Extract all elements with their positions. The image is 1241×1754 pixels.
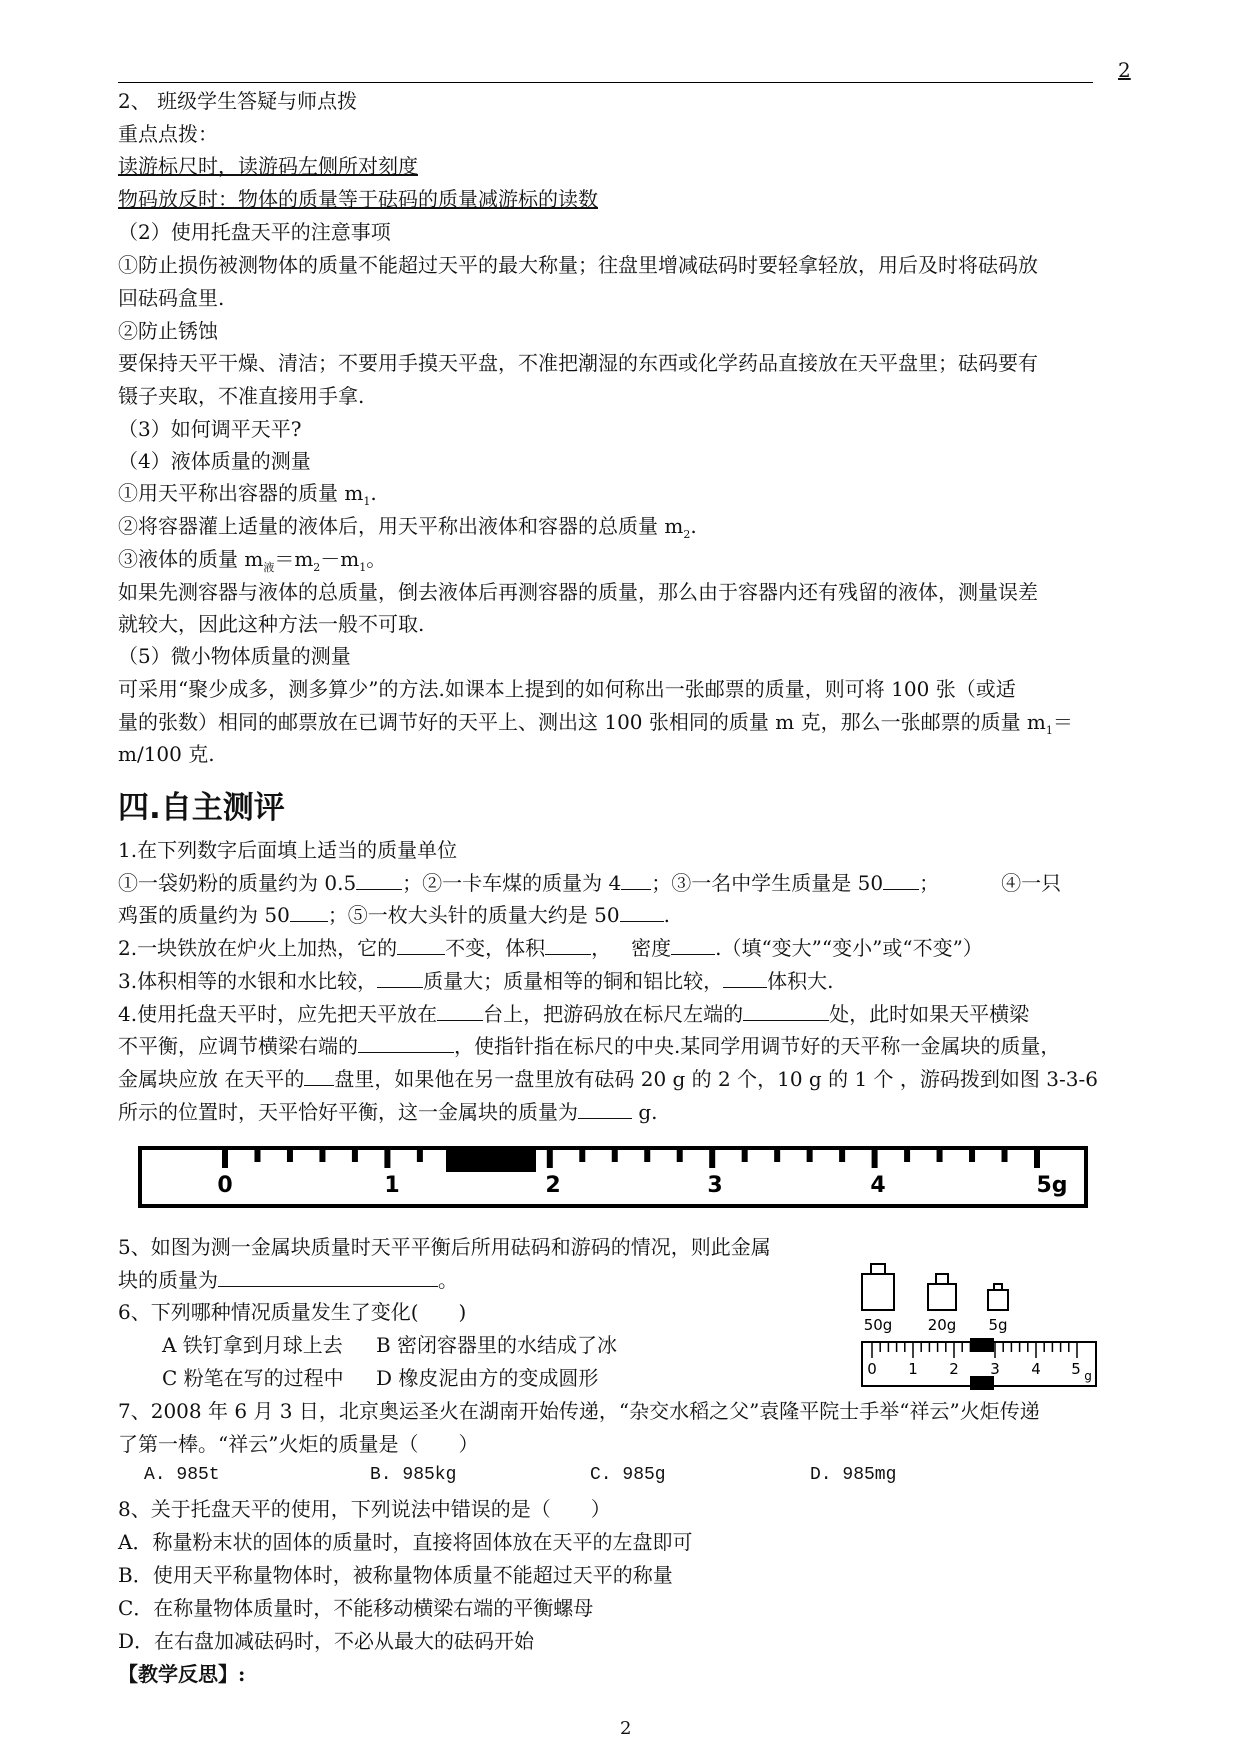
scale-tick: [222, 1150, 228, 1168]
text-line: （4）液体质量的测量: [118, 449, 311, 473]
text-line: 可采用“聚少成多，测多算少”的方法.如课本上提到的如何称出一张邮票的质量，则可将 100 张（或适: [118, 677, 1016, 701]
scale-tick: [352, 1150, 358, 1162]
option-C: C．在称量物体质量时，不能移动横梁右端的平衡螺母: [118, 1596, 594, 1620]
answer-blank[interactable]: [304, 1065, 334, 1086]
text-line: 读游标尺时，读游码左侧所对刻度: [118, 154, 418, 178]
answer-blank[interactable]: [356, 869, 402, 890]
option-A: A 铁钉拿到月球上去: [162, 1333, 343, 1357]
text-line: m/100 克.: [118, 742, 215, 766]
scale-tick: [774, 1150, 780, 1162]
text-line: ②将容器灌上适量的液体后，用天平称出液体和容器的总质量 $m_2$.: [118, 514, 697, 541]
question-3: 3.体积相等的水银和水比较， 质量大；质量相等的铜和铝比较， 体积大.: [118, 969, 834, 993]
scale-label: 3: [707, 1173, 723, 1198]
scale-tick: [709, 1150, 715, 1168]
text-line: ③液体的质量 $m_液=m_2-m_1$。: [118, 547, 387, 574]
text-line: 重点点拨：: [118, 122, 218, 146]
scale-label: 5g: [1036, 1173, 1068, 1198]
answer-blank[interactable]: [437, 1000, 483, 1021]
answer-blank[interactable]: [883, 869, 919, 890]
option-A: A. 985t: [144, 1465, 220, 1485]
option-B: B．使用天平称量物体时，被称量物体质量不能超过天平的称量: [118, 1563, 673, 1587]
scale-label: 2: [545, 1173, 561, 1198]
small-scale-label: 0: [867, 1360, 877, 1378]
question-4-line-1: 4.使用托盘天平时，应先把天平放在 台上，把游码放在标尺左端的 处，此时如果天平横梁: [118, 1002, 1030, 1026]
scale-tick: [384, 1150, 390, 1168]
scale-label: 1: [384, 1173, 400, 1198]
question-5-line-1: 5、如图为测一金属块质量时天平平衡后所用砝码和游码的情况，则此金属: [118, 1235, 771, 1259]
scale-label: 0: [217, 1173, 233, 1198]
option-B: B 密闭容器里的水结成了冰: [376, 1333, 618, 1357]
scale-tick: [644, 1150, 650, 1162]
question-4-line-4: 所示的位置时，天平恰好平衡，这一金属块的质量为 g.: [118, 1100, 658, 1124]
answer-blank[interactable]: [218, 1266, 438, 1287]
answer-blank[interactable]: [743, 1000, 829, 1021]
option-D: D．在右盘加减砝码时，不必从最大的砝码开始: [118, 1629, 535, 1653]
scale-tick: [904, 1150, 910, 1162]
answer-blank[interactable]: [545, 934, 591, 955]
text-line: （3）如何调平天平?: [118, 417, 302, 441]
option-C: C. 985g: [590, 1465, 666, 1485]
question-8-stem: 8、关于托盘天平的使用，下列说法中错误的是（ ）: [118, 1497, 611, 1521]
question-1-line-1: ①一袋奶粉的质量约为 0.5 ；②一卡车煤的质量为 4 ；③一名中学生质量是 50 ； ④一只: [118, 871, 1062, 895]
option-A: A．称量粉末状的固体的质量时，直接将固体放在天平的左盘即可: [118, 1530, 693, 1554]
rider-scale-figure: [138, 1146, 1090, 1210]
scale-tick: [872, 1150, 878, 1168]
small-scale-label: 2: [949, 1360, 959, 1378]
scale-tick: [254, 1150, 260, 1162]
answer-blank[interactable]: [621, 869, 651, 890]
text-line: ①用天平称出容器的质量 $m_1$.: [118, 481, 377, 508]
weight-5g: [988, 1284, 1008, 1310]
scale-tick: [677, 1150, 683, 1162]
small-scale-unit: g: [1084, 1369, 1092, 1383]
answer-blank[interactable]: [397, 934, 445, 955]
text-line: 就较大，因此这种方法一般不可取.: [118, 612, 425, 636]
rider-marker: [446, 1150, 536, 1172]
scale-tick: [547, 1150, 553, 1168]
question-7-line-1: 7、2008 年 6 月 3 日，北京奥运圣火在湖南开始传递，“杂交水稻之父”袁隆平院士手举“祥云”火炬传递: [118, 1399, 1040, 1423]
small-rider-top: [970, 1338, 994, 1352]
small-rider-bottom: [970, 1376, 994, 1390]
scale-tick: [969, 1150, 975, 1162]
answer-blank[interactable]: [620, 901, 664, 922]
scale-tick: [1002, 1150, 1008, 1162]
question-2: 2.一块铁放在炉火上加热，它的 不变，体积 ， 密度 .（填“变大”“变小”或“不变”）: [118, 936, 983, 960]
text-line: 量的张数）相同的邮票放在已调节好的天平上、测出这 100 张相同的质量 m 克，那么一张邮票的质量 $m_1=$: [118, 710, 1073, 737]
text-line: （5）微小物体质量的测量: [118, 644, 351, 668]
weight-50g: [862, 1264, 894, 1310]
scale-tick: [579, 1150, 585, 1162]
scale-tick: [417, 1150, 423, 1162]
scale-tick: [319, 1150, 325, 1162]
text-line: 回砝码盒里.: [118, 286, 225, 310]
question-5-line-2: 块的质量为 。: [118, 1268, 458, 1292]
header-page-number: 2: [1118, 58, 1131, 82]
option-D: D 橡皮泥由方的变成圆形: [376, 1366, 599, 1390]
weight-20g: [928, 1274, 956, 1310]
question-4-line-3: 金属块应放 在天平的 盘里，如果他在另一盘里放有砝码 20 g 的 2 个，10 g 的 1 个 ，游码拨到如图 3-3-6: [118, 1067, 1098, 1091]
scale-tick: [839, 1150, 845, 1162]
text-line: 如果先测容器与液体的总质量，倒去液体后再测容器的质量，那么由于容器内还有残留的液体，测量误差: [118, 580, 1038, 604]
text-line: 镊子夹取，不准直接用手拿.: [118, 384, 365, 408]
scale-tick: [1034, 1150, 1040, 1168]
text-line: 物码放反时：物体的质量等于砝码的质量减游标的读数: [118, 187, 598, 211]
weights-figure: [858, 1248, 1104, 1390]
text-line: ②防止锈蚀: [118, 319, 218, 343]
scale-label: 4: [870, 1173, 886, 1198]
scale-tick: [612, 1150, 618, 1162]
answer-blank[interactable]: [671, 934, 715, 955]
scale-tick: [807, 1150, 813, 1162]
footer-page-number: 2: [620, 1718, 632, 1739]
answer-blank[interactable]: [723, 967, 767, 988]
answer-blank[interactable]: [377, 967, 423, 988]
scale-tick: [287, 1150, 293, 1162]
option-D: D. 985mg: [810, 1465, 897, 1485]
question-1-stem: 1.在下列数字后面填上适当的质量单位: [118, 838, 458, 862]
weight-label: 20g: [927, 1316, 957, 1334]
small-scale-label: 3: [990, 1360, 1000, 1378]
small-scale-label: 4: [1031, 1360, 1041, 1378]
section-title: 四.自主测评: [118, 790, 285, 826]
answer-blank[interactable]: [358, 1032, 454, 1053]
weight-label: 50g: [863, 1316, 893, 1334]
weight-label: 5g: [988, 1316, 1008, 1334]
text-line: 2、 班级学生答疑与师点拨: [118, 89, 358, 113]
scale-tick: [937, 1150, 943, 1162]
teaching-reflection: 【教学反思】:: [118, 1662, 246, 1686]
question-6-stem: 6、下列哪种情况质量发生了变化( ): [118, 1300, 467, 1324]
question-7-line-2: 了第一棒。“祥云”火炬的质量是（ ）: [118, 1432, 479, 1456]
small-scale-label: 1: [908, 1360, 918, 1378]
scale-tick: [742, 1150, 748, 1162]
text-line: （2）使用托盘天平的注意事项: [118, 220, 391, 244]
option-C: C 粉笔在写的过程中: [162, 1366, 344, 1390]
header-rule: [118, 82, 1093, 83]
text-line: ①防止损伤被测物体的质量不能超过天平的最大称量；往盘里增减砝码时要轻拿轻放，用后及时将砝码放: [118, 253, 1038, 277]
answer-blank[interactable]: [290, 901, 328, 922]
question-1-line-2: 鸡蛋的质量约为 50 ；⑤一枚大头针的质量大约是 50 .: [118, 903, 670, 927]
option-B: B. 985kg: [370, 1465, 457, 1485]
text-line: 要保持天平干燥、清洁；不要用手摸天平盘，不准把潮湿的东西或化学药品直接放在天平盘里；砝码要有: [118, 351, 1038, 375]
answer-blank[interactable]: [578, 1098, 632, 1119]
small-scale-label: 5: [1071, 1360, 1081, 1378]
question-4-line-2: 不平衡，应调节横梁右端的 ，使指针指在标尺的中央.某同学用调节好的天平称一金属块的质量，: [118, 1034, 1061, 1058]
